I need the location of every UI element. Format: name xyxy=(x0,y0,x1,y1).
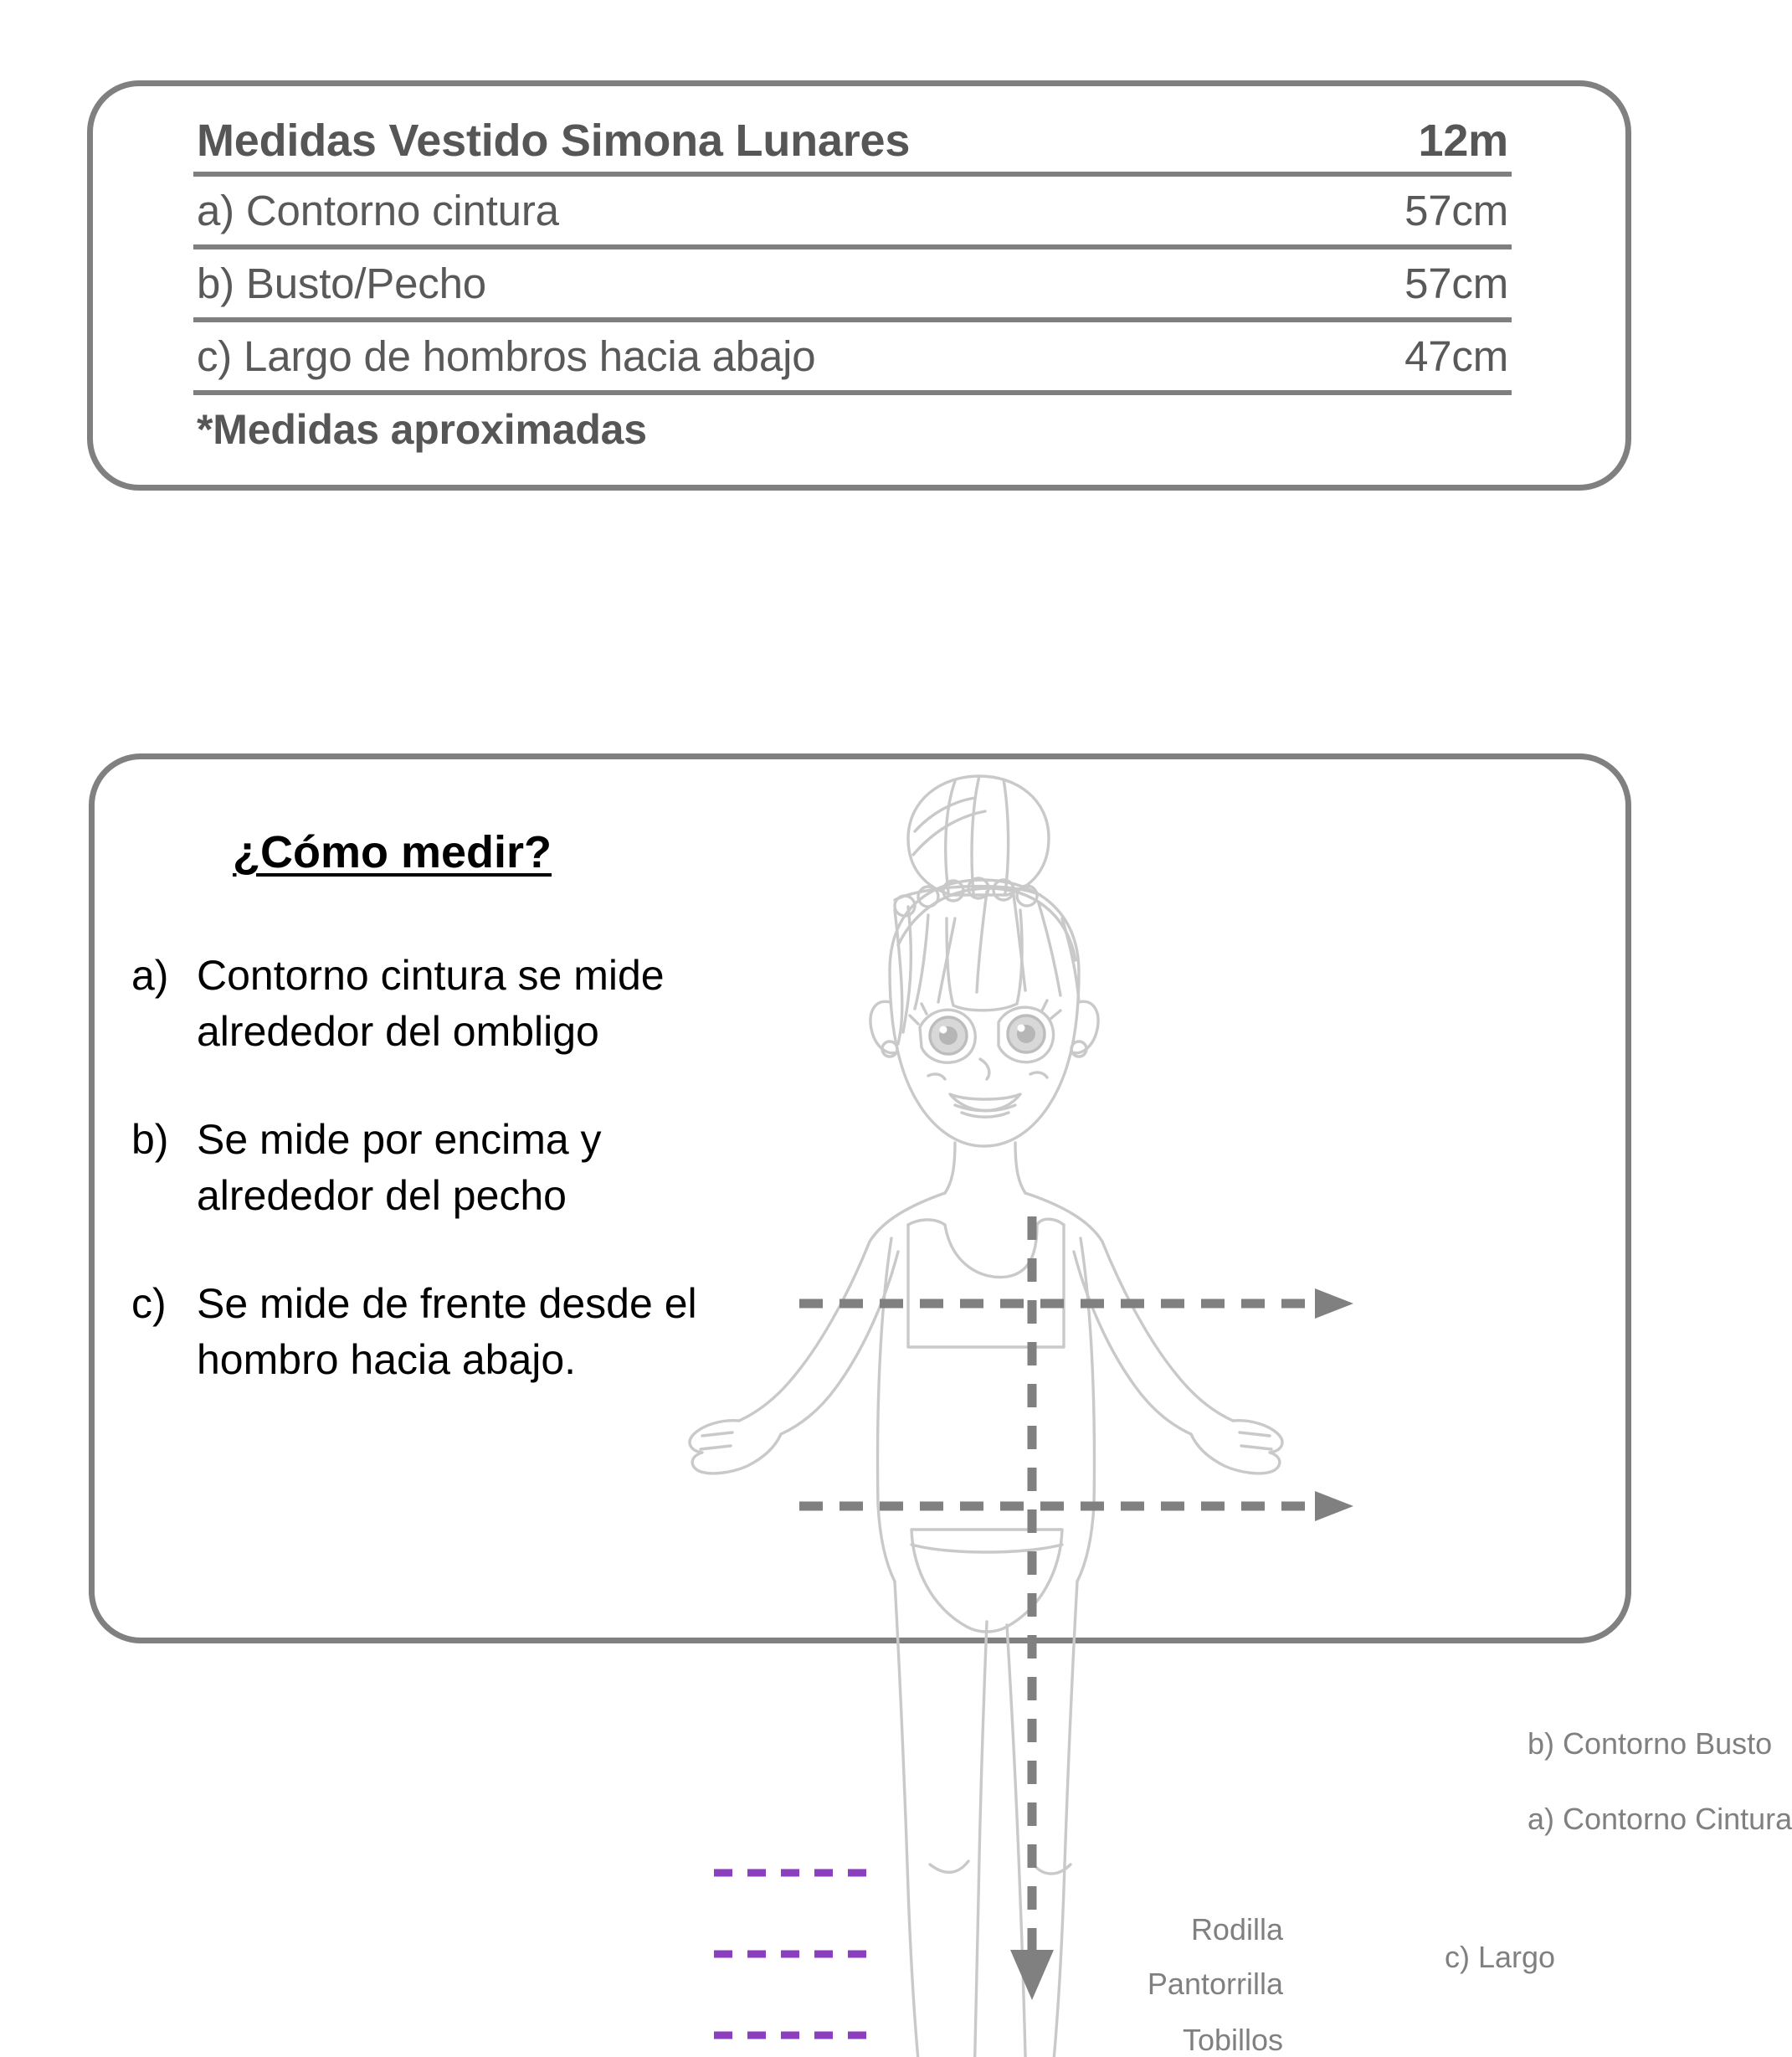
row-value-length: 47cm xyxy=(1404,332,1508,380)
list-item-text-a: Contorno cintura se mide alrededor del ombligo xyxy=(197,952,665,1055)
size-column-header: 12m xyxy=(1418,116,1508,166)
list-item-marker-b: b) xyxy=(131,1116,169,1163)
table-footnote-row xyxy=(193,395,1512,467)
list-item-text-c: Se mide de frente desde el hombro hacia abajo. xyxy=(197,1280,697,1383)
row-value-waist: 57cm xyxy=(1404,187,1508,234)
length-measure-arrow xyxy=(1010,1216,1054,2000)
table-header-row xyxy=(193,118,1512,177)
diagram-label-bust: b) Contorno Busto xyxy=(1528,1726,1773,1761)
diagram-label-knee: Rodilla xyxy=(1190,1912,1283,1946)
diagram-label-ankle: Tobillos xyxy=(1182,2023,1283,2057)
measurement-diagram xyxy=(614,751,1792,2057)
waist-measure-arrow xyxy=(799,1491,1353,1521)
table-row xyxy=(193,249,1512,322)
row-label-waist: a) Contorno cintura xyxy=(197,187,559,234)
how-to-measure-panel xyxy=(89,753,1792,2057)
row-label-bust: b) Busto/Pecho xyxy=(197,260,486,307)
measurements-panel xyxy=(87,80,1631,491)
diagram-label-length: c) Largo xyxy=(1445,1940,1556,1974)
row-value-bust: 57cm xyxy=(1404,260,1508,307)
list-item-text-b: Se mide por encima y alrededor del pecho xyxy=(197,1116,602,1219)
list-item-marker-c: c) xyxy=(131,1280,167,1327)
table-title: Medidas Vestido Simona Lunares xyxy=(197,116,911,166)
table-row xyxy=(193,177,1512,249)
footnote-text: *Medidas aproximadas xyxy=(197,406,647,453)
table-row xyxy=(193,322,1512,395)
list-item-marker-a: a) xyxy=(131,952,169,999)
girl-figure-icon xyxy=(614,751,1626,1647)
measurements-table xyxy=(193,118,1512,467)
diagram-label-calf: Pantorrilla xyxy=(1147,1967,1283,2001)
how-to-measure-heading: ¿Cómo medir? xyxy=(233,827,552,877)
diagram-label-waist: a) Contorno Cintura xyxy=(1528,1802,1792,1836)
row-label-length: c) Largo de hombros hacia abajo xyxy=(197,332,816,380)
